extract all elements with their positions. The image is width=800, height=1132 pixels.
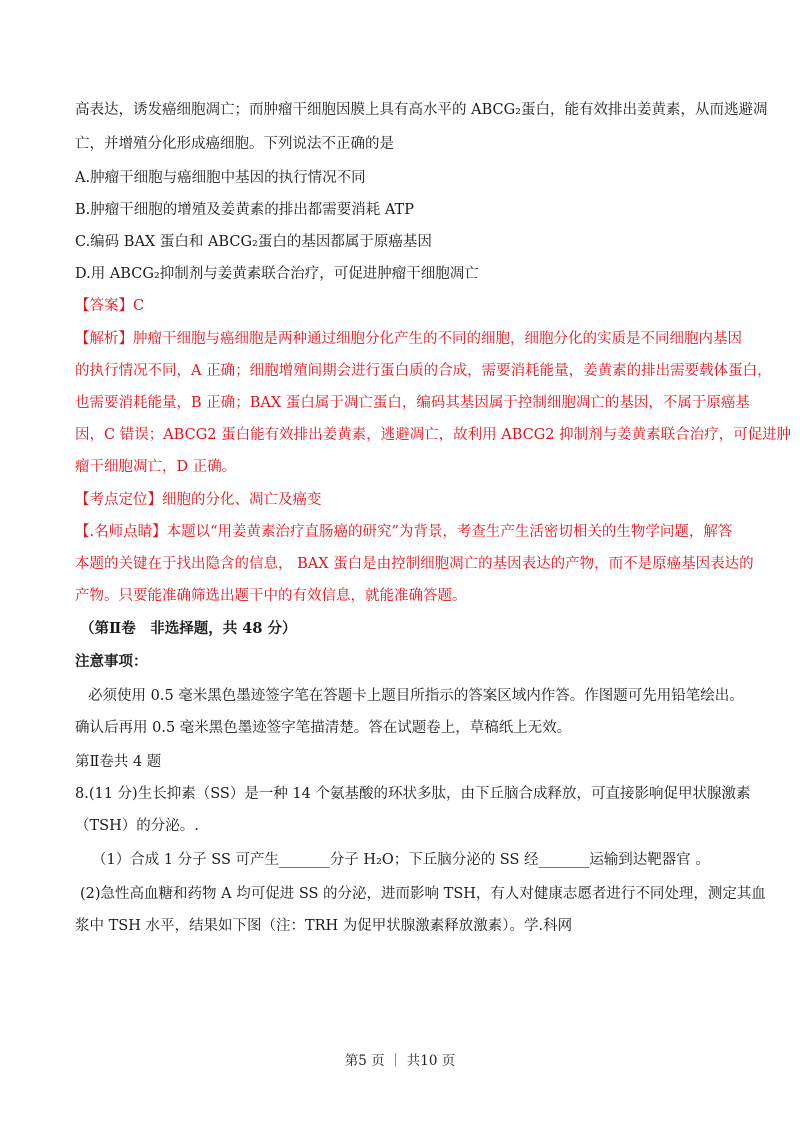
section-heading: （第Ⅱ卷 非选择题，共 48 分） xyxy=(80,620,297,637)
question-count: 第Ⅱ卷共 4 题 xyxy=(75,754,162,770)
explanation-line: 【解析】肿瘤干细胞与癌细胞是两种通过细胞分化产生的不同的细胞，细胞分化的实质是不同细胞内基因 xyxy=(75,331,742,347)
notice-text: 必须使用 0.5 毫米黑色墨迹签字笔在答题卡上题目所指示的答案区域内作答。作图题可先用铅笔绘出。 xyxy=(88,688,744,704)
page-footer: 第5 页 ｜ 共10 页 xyxy=(344,1053,456,1069)
notice-text: 确认后再用 0.5 毫米黑色墨迹签字笔描清楚。答在试题卷上，草稿纸上无效。 xyxy=(75,720,572,736)
tip-line: 本题的关键在于找出隐含的信息， BAX 蛋白是由控制细胞凋亡的基因表达的产物，而不是原癌基因表达的 xyxy=(75,556,754,572)
question-8-part-1: （1）合成 1 分子 SS 可产生_______分子 H₂O；下丘脑分泌的 SS 经_______运输到达靶器官 。 xyxy=(92,852,710,868)
option-c: C.编码 BAX 蛋白和 ABCG₂蛋白的基因都属于原癌基因 xyxy=(75,234,432,250)
question-8-stem: 8.(11 分)生长抑素（SS）是一种 14 个氨基酸的环状多肽，由下丘脑合成释放，可直接影响促甲状腺激素 xyxy=(75,786,751,802)
knowledge-point: 【考点定位】细胞的分化、凋亡及癌变 xyxy=(75,492,322,508)
explanation-line: 的执行情况不同，A 正确；细胞增殖间期会进行蛋白质的合成，需要消耗能量，姜黄素的排出需要载体蛋白， xyxy=(75,363,772,379)
tip-line: 产物。只要能准确筛选出题干中的有效信息，就能准确答题。 xyxy=(75,588,467,604)
option-d: D.用 ABCG₂抑制剂与姜黄素联合治疗，可促进肿瘤干细胞凋亡 xyxy=(75,266,479,282)
text-line: 亡，并增殖分化形成癌细胞。下列说法不正确的是 xyxy=(75,136,394,152)
answer: 【答案】C xyxy=(75,298,145,314)
tip-line: 【.名师点睛】本题以“用姜黄素治疗直肠癌的研究”为背景，考查生产生活密切相关的生物学问题，解答 xyxy=(75,524,733,540)
option-b: B.肿瘤干细胞的增殖及姜黄素的排出都需要消耗 ATP xyxy=(75,202,414,218)
explanation-line: 也需要消耗能量，B 正确；BAX 蛋白属于凋亡蛋白，编码其基因属于控制细胞凋亡的基因，不属于原癌基 xyxy=(75,395,750,411)
explanation-line: 瘤干细胞凋亡，D 正确。 xyxy=(75,459,237,475)
question-8-part-2: 浆中 TSH 水平，结果如下图（注：TRH 为促甲状腺激素释放激素）。学.科网 xyxy=(75,918,573,934)
explanation-line: 因，C 错误；ABCG2 蛋白能有效排出姜黄素，逃避凋亡，故利用 ABCG2 抑制剂与姜黄素联合治疗，可促进肿 xyxy=(75,427,792,443)
option-a: A.肿瘤干细胞与癌细胞中基因的执行情况不同 xyxy=(75,170,366,186)
question-8-stem: （TSH）的分泌。. xyxy=(75,818,199,834)
question-8-part-2: (2)急性高血糖和药物 A 均可促进 SS 的分泌，进而影响 TSH，有人对健康志愿者进行不同处理，测定其血 xyxy=(80,886,766,902)
notice-heading: 注意事项： xyxy=(75,653,148,670)
text-line: 高表达，诱发癌细胞凋亡；而肿瘤干细胞因膜上具有高水平的 ABCG₂蛋白，能有效排出姜黄素，从而逃避凋 xyxy=(75,102,768,118)
